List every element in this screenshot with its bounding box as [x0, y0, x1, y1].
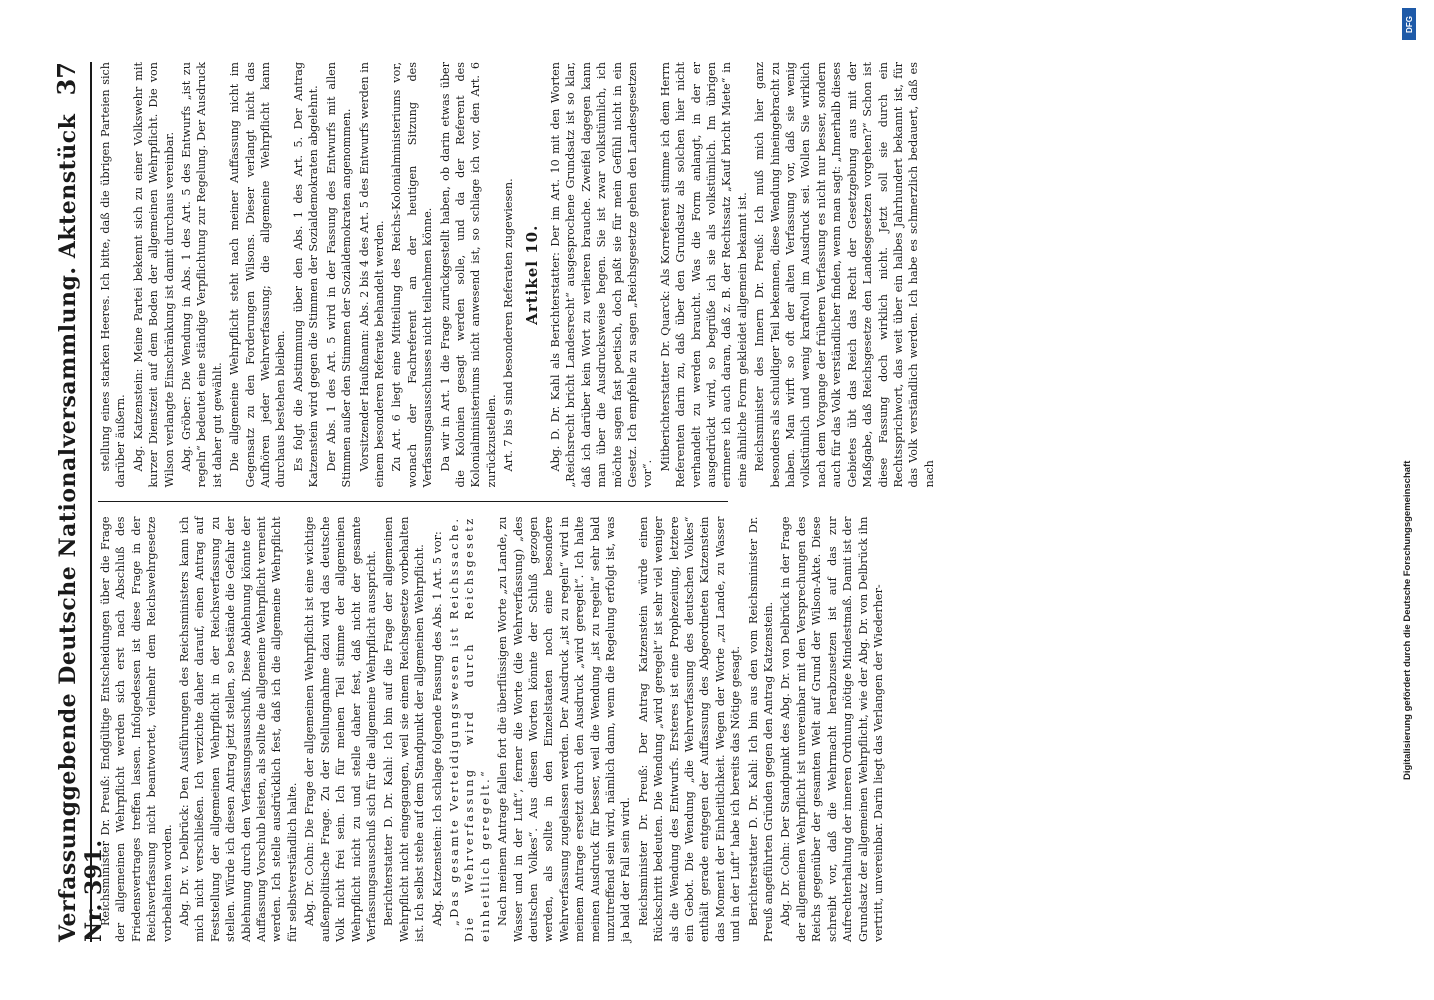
paragraph: Die allgemeine Wehrpflicht steht nach meiner Auffassung nicht im Gegensatz zu den Forderungen Wilsons. Dieser verlangt nicht das Aufhören jeder Wehrverfassung; die allgemeine Wehrpflicht kann durchaus bestehen bleiben. [228, 62, 288, 488]
paragraph: Da wir in Art. 1 die Frage zurückgestellt haben, ob darin etwas über die Kolonien gesagt werden solle, und da der Referent des Kolonialministeriums nicht anwesend ist, so schlage ich vor, den Art. 6 zurückzustellen. [438, 62, 498, 488]
text-columns [98, 62, 936, 942]
paragraph: Berichterstatter D. Dr. Kahl: Ich bin aus den vom Reichsminister Dr. Preuß angeführten Gründen gegen den Antrag Katzenstein. [746, 516, 776, 942]
paragraph: Der Abs. 1 des Art. 5 wird in der Fassung des Entwurfs mit allen Stimmen außer den Stimmen der Sozialdemokraten angenommen. [324, 62, 354, 488]
paragraph: Abg. Dr. Cohn: Der Standpunkt des Abg. Dr. von Delbrück in der Frage der allgemeinen Wehrpflicht ist unvereinbar mit den Versprechungen des Reichs gegenüber der gesamten Welt auf Grund der Wilson-Akte. Diese schreibt vor, daß die Wehrmacht herabzusetzen ist auf das zur Aufrechterhaltung der inneren Ordnung nötige Mindestmaß. Damit ist der Grundsatz der allgemeinen Wehrpflicht, wie der Abg. Dr. von Delbrück ihn vertritt, unvereinbar. Darin liegt das Verlangen der Wiederher- [779, 516, 885, 942]
paragraph: Es folgt die Abstimmung über den Abs. 1 des Art. 5. Der Antrag Katzenstein wird gegen die Stimmen der Sozialdemokraten abgelehnt. [291, 62, 321, 488]
paragraph: Vorsitzender Haußmann: Abs. 2 bis 4 des Art. 5 des Entwurfs werden in einem besonderen Referate behandelt werden. [357, 62, 386, 488]
credit-text: Digitalisierung gefördert durch die Deutsche Forschungsgemeinschaft [1402, 460, 1413, 780]
paragraph: Abg. Dr. v. Delbrück: Den Ausführungen des Reichsministers kann ich mich nicht verschließen. Ich verzichte daher darauf, einen Antrag auf Feststellung der allgemeinen Wehrpflicht in der Reichsverfassung zu stellen. Würde ich diesen Antrag jetzt stellen, so bestände die Gefahr der Ablehnung durch den Verfassungsausschuß. Diese Ablehnung könnte der Auffassung Vorschub leisten, als sollte die allgemeine Wehrpflicht verneint werden. Ich stelle ausdrücklich fest, daß ich die allgemeine Wehrpflicht für selbstverständlich halte. [178, 516, 299, 942]
paragraph: Art. 7 bis 9 sind besonderen Referaten zugewiesen. [502, 178, 516, 472]
paragraph: Abg. Gröber: Die Wendung in Abs. 1 des Art. 5 des Entwurfs „ist zu regeln“ bedeutet eine ständige Verpflichtung zur Regelung. Der Ausdruck ist daher gut gewählt. [180, 62, 224, 488]
dfg-logo: DFG [1402, 8, 1416, 40]
paragraph: Abg. Katzenstein: Meine Partei bekennt sich zu einer Volkswehr mit kurzer Dienstzeit auf dem Boden der allgemeinen Wehrpflicht. Die von Wilson verlangte Einschränkung ist damit durchaus vereinbar. [131, 62, 176, 488]
paragraph: Abg. Katzenstein: Ich schlage folgende Fassung des Abs. 1 Art. 5 vor: [430, 531, 444, 926]
paragraph: stellung eines starken Heeres. Ich bitte, daß die übrigen Parteien sich darüber äußern. [99, 62, 128, 488]
paragraph: Reichsminister des Innern Dr. Preuß: Ich muß mich hier ganz besonders als schuldiger Teil bekennen, diese Wendung hineingebracht zu haben. Man wirft so oft der alten Verfassung vor, daß sie wenig volkstümlich und wenig kraftvoll im Ausdruck sei. Wollen Sie wirklich nach dem Vorgange der früheren Verfassung es nicht nur besser, sondern auch für das Volk verständlicher finden, wenn man sagt: „Innerhalb dieses Gebietes übt das Reich das Recht der Gesetzgebung aus mit der Maßgabe, daß Reichsgesetze den Landesgesetzen vorgehen?“ Schon ist diese Fassung doch wirklich nicht. Jetzt soll sie durch ein Rechtssprichwort, das weit über ein halbes Jahrhundert bekannt ist, für das Volk verständlich werden. Ich habe es schmerzlich bedauert, daß es nach [753, 62, 936, 488]
column-divider [98, 502, 728, 503]
digitization-credit [1402, 0, 1426, 1000]
right-column [98, 62, 936, 488]
page-number: 37 [52, 62, 81, 96]
article-heading: Artikel 10. [522, 224, 541, 325]
paragraph: Nach meinem Antrage fallen fort die überflüssigen Worte „zu Lande, zu Wasser und in der Luft“, ferner die Worte (die Wehrverfassung) „des deutschen Volkes“. Aus diesen Worten könnte der Schluß gezogen werden, als sollte in den Einzelstaaten noch eine besondere Wehrverfassung zugelassen werden. Der Ausdruck „ist zu regeln“ wird in meinem Antrage ersetzt durch den Ausdruck „wird geregelt“. Ich halte meinen Ausdruck für besser, weil die Wendung „ist zu regeln“ sehr bald unzutreffend sein wird, nämlich dann, wenn die Regelung erfolgt ist, was ja bald der Fall sein wird. [496, 516, 633, 942]
rotated-page-content [52, 62, 936, 942]
paragraph: Zu Art. 6 liegt eine Mitteilung des Reichs-Kolonialministeriums vor, wonach der Fachreferent an der heutigen Sitzung des Verfassungsausschusses nicht teilnehmen könne. [390, 62, 435, 488]
paragraph: Mitberichterstatter Dr. Quarck: Als Korreferent stimme ich dem Herrn Referenten darin zu, daß über den Grundsatz als solchen hier nicht verhandelt zu werden braucht. Was die Form anlangt, in der er ausgedrückt wird, so begrüße ich sie als volkstümlich. Im übrigen erinnere ich auch daran, daß z. B. der Rechtssatz „Kauf bricht Miete“ in eine ähnliche Form gekleidet allgemein bekannt ist. [658, 62, 749, 488]
running-head-title: Verfassunggebende Deutsche Nationalversammlung. Aktenstück Nr. 391. [55, 113, 107, 942]
running-head [52, 62, 107, 942]
paragraph: Abg. D. Dr. Kahl als Berichterstatter: Der im Art. 10 mit den Worten „Reichsrecht bricht Landesrecht“ ausgesprochene Grundsatz ist so klar, daß ich darüber kein Wort zu verlieren brauche. Zweifel dagegen kann man über die Ausdrucksweise hegen. Sie ist zwar volkstümlich, ich möchte sagen fast poetisch, doch paßt sie für mein Gefühl nicht in ein Gesetz. Ich empfehle zu sagen „Reichsgesetze gehen den Landesgesetzen vor“. [548, 62, 655, 488]
paragraph: Abg. Dr. Cohn: Die Frage der allgemeinen Wehrpflicht ist eine wichtige außenpolitische Frage. Zu der Stellungnahme dazu wird das deutsche Volk nicht frei sein. Ich für meinen Teil stimme der allgemeinen Wehrpflicht nicht zu und stelle daher fest, daß nicht der gesamte Verfassungsausschuß sich für die allgemeine Wehrpflicht ausspricht. [303, 516, 378, 942]
paragraph: Berichterstatter D. Dr. Kahl: Ich bin auf die Frage der allgemeinen Wehrpflicht nicht eingegangen, weil sie einem Reichsgesetze vorbehalten ist. Ich selbst stehe auf dem Standpunkt der allgemeinen Wehrpflicht. [382, 516, 427, 942]
paragraph: Reichsminister Dr. Preuß: Endgültige Entscheidungen über die Frage der allgemeinen Wehrpflicht werden sich erst nach Abschluß des Friedensvertrages treffen lassen. Infolgedessen ist diese Frage in der Reichsverfassung nicht beantwortet, vielmehr dem Reichswehrgesetze vorbehalten worden. [99, 516, 174, 942]
quoted-proposal: „Das gesamte Verteidigungswesen ist Reichssache. Die Wehrverfassung wird durch Reichsgesetz einheitlich geregelt.“ [447, 516, 492, 942]
paragraph: Reichsminister Dr. Preuß: Der Antrag Katzenstein würde einen Rückschritt bedeuten. Die Wendung „wird geregelt“ ist sehr viel weniger als die Wendung des Entwurfs. Ersteres ist eine Prophezeiung, letztere ein Gebot. Die Wendung „die Wehrverfassung des deutschen Volkes“ enthält gerade entgegen der Auffassung des Abgeordneten Katzenstein das Moment der Einheitlichkeit. Wegen der Worte „zu Lande, zu Wasser und in der Luft“ habe ich bereits das Nötige gesagt. [636, 516, 743, 942]
left-column [98, 516, 885, 943]
